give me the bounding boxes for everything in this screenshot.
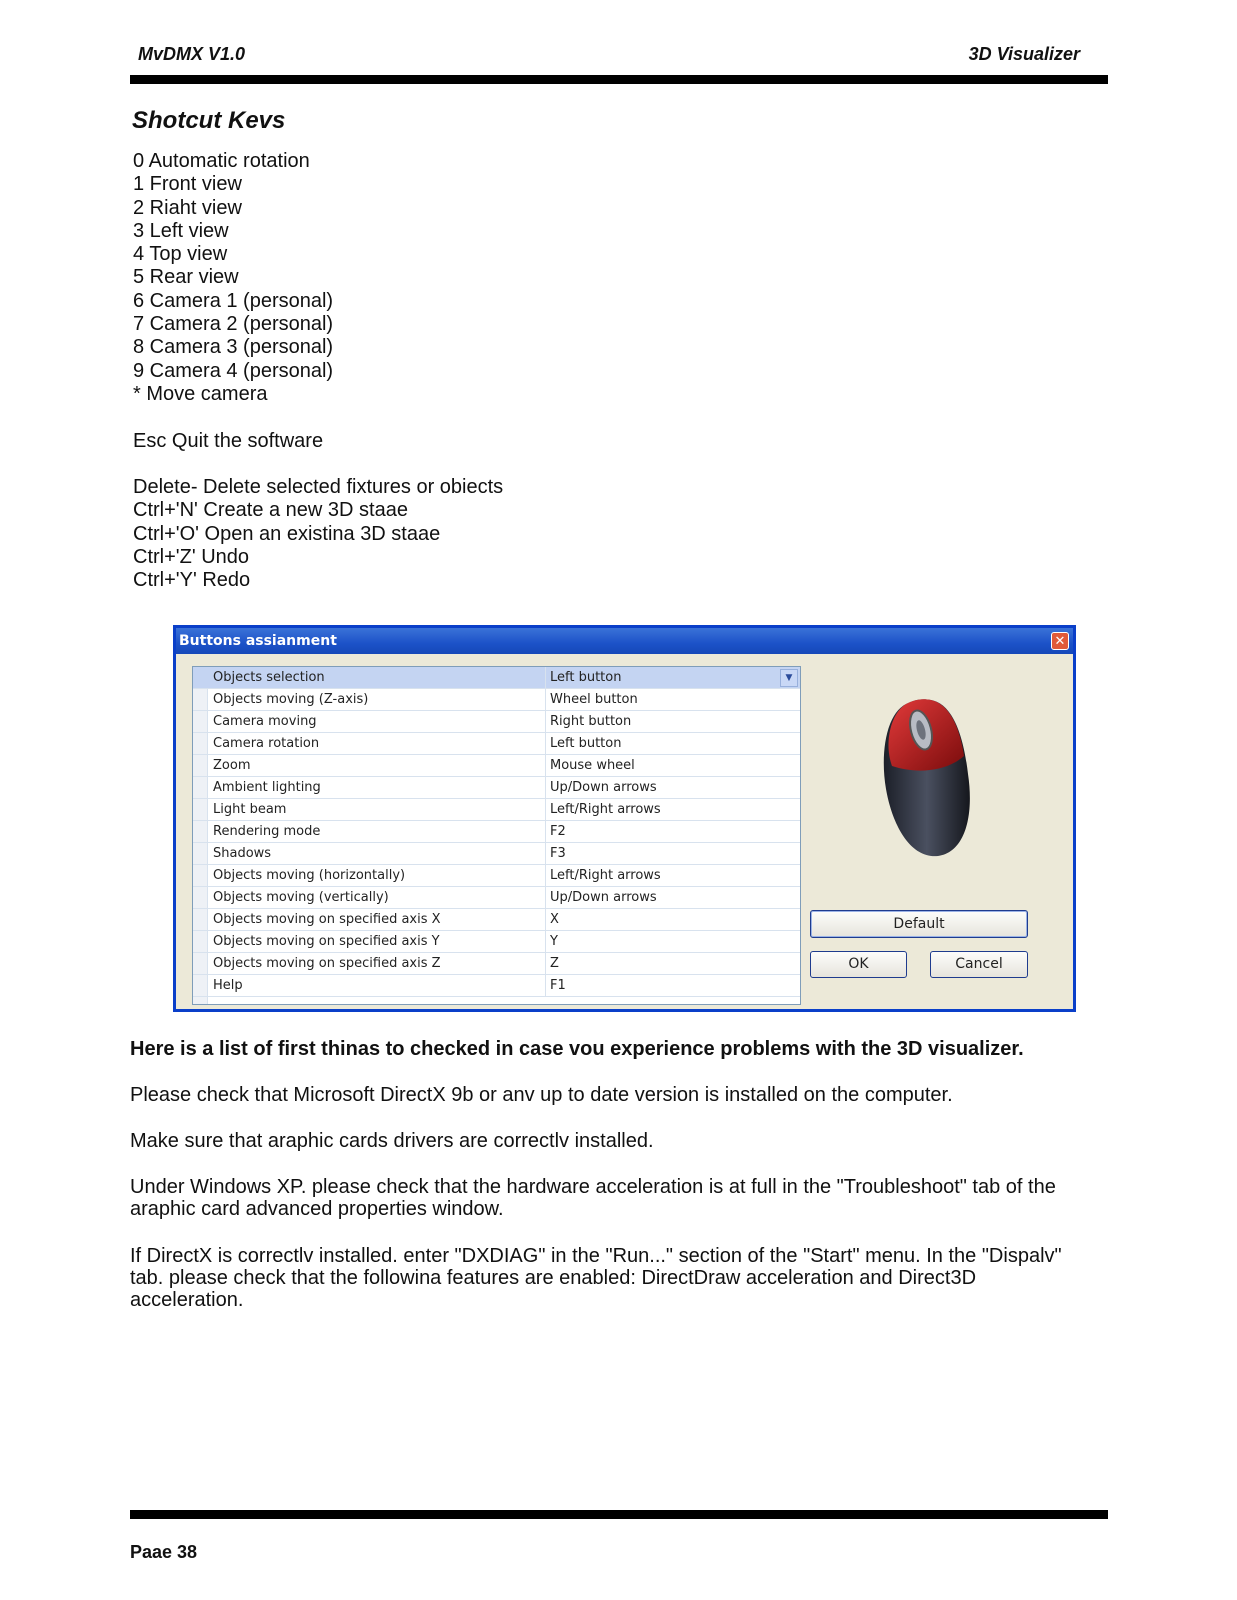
doc-header-chapter: 3D Visualizer xyxy=(968,44,1080,64)
shortcut-item: 6 Camera 1 (personal) xyxy=(133,289,334,312)
shortcut-item: 5 Rear view xyxy=(133,266,239,289)
shortcut-item: 2 Riaht view xyxy=(133,196,242,219)
key-cell[interactable]: Wheel button xyxy=(550,692,638,707)
table-row[interactable] xyxy=(193,689,800,711)
key-cell[interactable]: Left button xyxy=(550,736,622,751)
dialog-title: Buttons assianment xyxy=(179,633,337,649)
key-cell[interactable]: Right button xyxy=(550,714,632,729)
header-rule xyxy=(130,75,1108,84)
action-cell: Objects selection xyxy=(213,670,325,685)
action-cell: Rendering mode xyxy=(213,824,321,839)
action-cell: Objects moving on specified axis Z xyxy=(213,956,441,971)
doc-header-product: MvDMX V1.0 xyxy=(138,44,246,64)
key-cell[interactable]: Z xyxy=(550,956,559,971)
action-cell: Zoom xyxy=(213,758,251,773)
dialog-title-bar xyxy=(176,628,1073,654)
troubleshooting-heading: Here is a list of first thinas to checked in case vou experience problems with the 3D visualizer. xyxy=(130,1038,1024,1060)
shortcut-item: 1 Front view xyxy=(133,173,242,196)
close-icon[interactable]: ✕ xyxy=(1051,632,1069,650)
shortcut-list xyxy=(133,150,503,593)
action-cell: Light beam xyxy=(213,802,287,817)
key-cell[interactable]: F2 xyxy=(550,824,566,839)
key-cell[interactable]: Up/Down arrows xyxy=(550,890,657,905)
table-row[interactable] xyxy=(193,931,800,953)
default-button[interactable]: Default xyxy=(810,910,1028,938)
paragraph: Please check that Microsoft DirectX 9b or anv up to date version is installed on the computer. xyxy=(130,1084,953,1106)
shortcut-item: Esc Quit the software xyxy=(133,429,324,452)
table-row[interactable] xyxy=(193,975,800,997)
table-row[interactable] xyxy=(193,755,800,777)
buttons-assignment-dialog xyxy=(173,625,1076,1012)
shortcut-item: Ctrl+'O' Open an existina 3D staae xyxy=(133,522,441,545)
key-cell[interactable]: Mouse wheel xyxy=(550,758,635,773)
key-cell[interactable]: X xyxy=(550,912,559,927)
table-row[interactable] xyxy=(193,953,800,975)
action-cell: Shadows xyxy=(213,846,272,861)
table-row[interactable] xyxy=(193,711,800,733)
action-cell: Objects moving on specified axis Y xyxy=(213,934,440,949)
action-cell: Objects moving (horizontally) xyxy=(213,868,406,883)
paragraph: If DirectX is correctlv installed. enter "DXDIAG" in the "Run..." section of the "Start" menu. In the "Dispalv" tab. please check that the followina features are enabled: DirectDraw acceleration and Direct3D acceleration. xyxy=(130,1245,1062,1311)
table-row[interactable] xyxy=(193,865,800,887)
table-row[interactable] xyxy=(193,821,800,843)
key-cell[interactable]: Y xyxy=(550,934,558,949)
assignment-table xyxy=(192,666,801,1005)
paragraph: Make sure that araphic cards drivers are correctlv installed. xyxy=(130,1130,654,1152)
shortcut-item: 3 Left view xyxy=(133,219,229,242)
shortcut-item: 0 Automatic rotation xyxy=(133,150,310,172)
mouse-icon xyxy=(876,694,976,864)
key-cell[interactable]: Up/Down arrows xyxy=(550,780,657,795)
shortcut-item: 9 Camera 4 (personal) xyxy=(133,359,334,382)
action-cell: Camera moving xyxy=(213,714,317,729)
key-combo[interactable]: Left button xyxy=(550,670,622,685)
shortcut-item: Delete- Delete selected fixtures or obiects xyxy=(133,476,504,499)
table-row[interactable] xyxy=(193,909,800,931)
shortcut-item: 7 Camera 2 (personal) xyxy=(133,313,334,336)
shortcut-item: Ctrl+'N' Create a new 3D staae xyxy=(133,499,408,522)
footer-rule xyxy=(130,1510,1108,1519)
action-cell: Objects moving on specified axis X xyxy=(213,912,441,927)
page-number: Paae 38 xyxy=(130,1542,198,1562)
action-cell: Camera rotation xyxy=(213,736,320,751)
paragraph: Under Windows XP. please check that the hardware acceleration is at full in the "Troubleshoot" tab of the araphic card advanced properties window. xyxy=(130,1176,1056,1220)
table-row[interactable] xyxy=(193,887,800,909)
section-title: Shotcut Kevs xyxy=(132,107,286,134)
action-cell: Objects moving (Z-axis) xyxy=(213,692,369,707)
shortcut-item: * Move camera xyxy=(133,382,268,405)
table-row[interactable] xyxy=(193,777,800,799)
action-cell: Help xyxy=(213,978,243,993)
key-cell[interactable]: Left/Right arrows xyxy=(550,868,661,883)
table-row[interactable] xyxy=(193,799,800,821)
table-row[interactable] xyxy=(193,733,800,755)
action-cell: Ambient lighting xyxy=(213,780,321,795)
key-cell[interactable]: F1 xyxy=(550,978,566,993)
key-cell[interactable]: Left/Right arrows xyxy=(550,802,661,817)
shortcut-item: Ctrl+'Y' Redo xyxy=(133,569,251,592)
cancel-button[interactable]: Cancel xyxy=(930,951,1028,978)
action-cell: Objects moving (vertically) xyxy=(213,890,389,905)
key-cell[interactable]: F3 xyxy=(550,846,566,861)
table-row[interactable] xyxy=(193,667,800,689)
shortcut-item: 4 Top view xyxy=(133,243,228,266)
chevron-down-icon[interactable]: ▼ xyxy=(780,669,798,687)
shortcut-item: Ctrl+'Z' Undo xyxy=(133,546,250,569)
table-row[interactable] xyxy=(193,843,800,865)
shortcut-item: 8 Camera 3 (personal) xyxy=(133,336,334,359)
ok-button[interactable]: OK xyxy=(810,951,907,978)
